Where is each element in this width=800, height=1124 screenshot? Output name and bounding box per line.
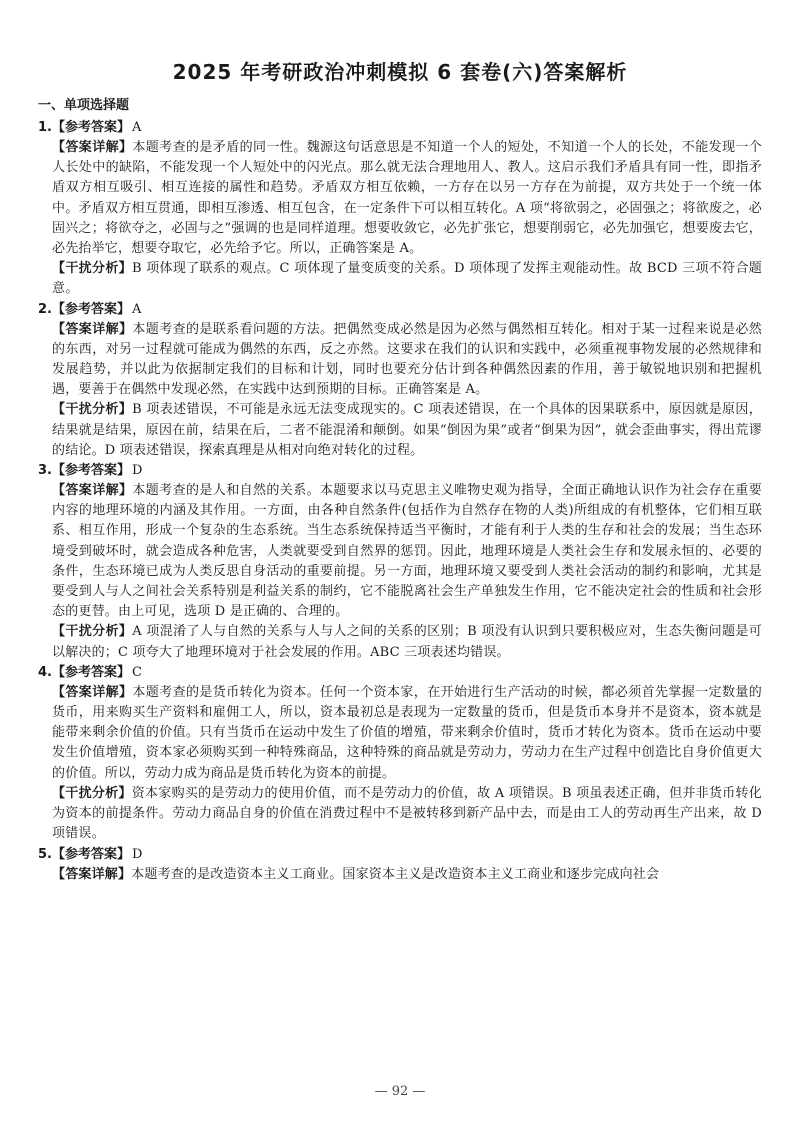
answer-explanation [52,320,762,401]
explanation-label: 【答案详解】 [52,483,133,499]
answer-value: C [132,664,142,680]
explanation-text: 本题考查的是改造资本主义工商业。国家资本主义是改造资本主义工商业和逐步完成向社会 [131,866,660,882]
analysis-text: A 项混淆了人与自然的关系与人与人之间的关系的区别；B 项没有认识到只要积极应对，生态失衡问题是可以解决的；C 项夸大了地理环境对于社会发展的作用。ABC 三项表述均错误。 [52,624,762,660]
question-header [38,300,762,320]
explanation-label: 【答案详解】 [52,321,133,337]
answer-label: 【参考答案】 [51,301,130,317]
explanation-text: 本题考查的是联系看问题的方法。把偶然变成必然是因为必然与偶然相互转化。相对于某一过程来说是必然的东西，对另一过程就可能成为偶然的东西，反之亦然。这要求在我们的认识和实践中，必须重视事物发展的必然规律和发展趋势，并以此为依据制定我们的目标和计划，同时也要充分估计到各种偶然因素的作用，善于敏锐地识别和把握机遇，要善于在偶然中发现必然，在实践中达到预期的目标。正确答案是 A。 [52,321,762,398]
question-number: 5. [38,846,52,862]
distractor-analysis [52,784,762,845]
page-number: — 92 — [374,1084,426,1099]
answer-explanation [52,138,762,259]
analysis-text: B 项体现了联系的观点。C 项体现了量变质变的关系。D 项体现了发挥主观能动性。故 BCD 三项不符合题意。 [52,261,762,297]
page-title: 2025 年考研政治冲刺模拟 6 套卷(六)答案解析 [172,60,628,84]
explanation-text: 本题考查的是货币转化为资本。任何一个资本家，在开始进行生产活动的时候，都必须首先掌握一定数量的货币，用来购买生产资料和雇佣工人，所以，资本最初总是表现为一定数量的货币，但是货币本身并不是资本，资本就是能带来剩余价值的价值。只有当货币在运动中发生了价值的增殖，带来剩余价值时，货币才转化为资本。货币在运动中要发生价值增殖，资本家必须购买到一种特殊商品，这种特殊的商品就是劳动力，劳动力在生产过程中创造比自身价值更大的价值。所以，劳动力成为商品是货币转化为资本的前提。 [52,684,762,781]
question-number: 2. [38,301,52,317]
analysis-label: 【干扰分析】 [52,785,132,801]
analysis-text: 资本家购买的是劳动力的使用价值，而不是劳动力的价值，故 A 项错误。B 项虽表述正确，但并非货币转化为资本的前提条件。劳动力商品自身的价值在消费过程中不是被转移到新产品中去，而是由工人的劳动再生产出来，故 D 项错误。 [52,785,763,842]
question-header [38,118,762,138]
answer-value: A [132,120,142,135]
explanation-label: 【答案详解】 [52,866,132,882]
question-1 [38,118,762,300]
question-header [38,461,762,481]
question-2 [38,300,762,461]
answer-value: D [132,463,143,479]
analysis-text: B 项表述错误，不可能是永远无法变成现实的。C 项表述错误，在一个具体的因果联系中，原因就是原因，结果就是结果，原因在前，结果在后，二者不能混淆和颠倒。如果“倒因为果”或者“倒果为因”，就会歪曲事实，得出荒谬的结论。D 项表述错误，探索真理是从相对向绝对转化的过程。 [52,402,762,458]
answer-label: 【参考答案】 [51,463,130,479]
distractor-analysis [52,259,762,299]
answer-value: A [132,301,142,317]
question-number: 4. [38,664,52,680]
answer-label: 【参考答案】 [51,846,130,862]
analysis-label: 【干扰分析】 [52,624,133,640]
question-3 [38,461,762,663]
section-heading: 一、单项选择题 [38,98,130,113]
answer-explanation [52,481,762,622]
question-5 [38,845,762,885]
answer-value: D [132,846,143,862]
question-4 [38,663,762,845]
question-number: 1. [38,120,52,135]
explanation-label: 【答案详解】 [52,684,133,700]
question-header [38,845,762,865]
analysis-label: 【干扰分析】 [52,402,133,418]
answer-label: 【参考答案】 [51,120,130,135]
explanation-text: 本题考查的是人和自然的关系。本题要求以马克思主义唯物史观为指导，全面正确地认识作为社会存在重要内容的地理环境的内涵及其作用。一方面，由各种自然条件(包括作为自然存在物的人类)所组成的有机整体，它们相互联系、相互作用，形成一个复杂的生态系统。当生态系统保持适当平衡时，才能有利于人类的生存和社会的发展；当生态环境受到破坏时，就会造成各种危害，人类就要受到自然界的惩罚。因此，地理环境是人类社会生存和发展永恒的、必要的条件，生态环境已成为人类反思自身活动的重要前提。另一方面，地理环境又要受到人类社会活动的制约和影响，尤其是要受到人与人之间社会关系特别是利益关系的制约，它不能脱离社会生产单独发生作用，它不能决定社会的性质和社会形态的更替。由上可见，选项 D 是正确的、合理的。 [52,483,762,620]
explanation-label: 【答案详解】 [52,140,133,155]
answer-explanation [52,683,762,784]
distractor-analysis [52,400,762,461]
answer-explanation [52,865,762,885]
analysis-label: 【干扰分析】 [52,261,132,277]
explanation-text: 本题考查的是矛盾的同一性。魏源这句话意思是不知道一个人的短处，不知道一个人的长处，不能发现一个人长处中的缺陷，不能发现一个人短处中的闪光点。那么就无法合理地用人、教人。这启示我们矛盾具有同一性，即指矛盾双方相互吸引、相互连接的属性和趋势。矛盾双方相互依赖，一方存在以另一方存在为前提，双方共处于一个统一体中。矛盾双方相互贯通，即相互渗透、相互包含，在一定条件下可以相互转化。A 项“将欲弱之，必固强之；将欲废之，必固兴之；将欲夺之，必固与之”强调的也是同样道理。想要收敛它，必先扩张它，想要削弱它，必先加强它，想要废去它，必先抬举它，想要夺取它，必先给予它。所以，正确答案是 A。 [52,140,762,257]
question-number: 3. [38,463,52,479]
question-header [38,663,762,683]
distractor-analysis [52,622,762,662]
answer-label: 【参考答案】 [51,664,130,680]
